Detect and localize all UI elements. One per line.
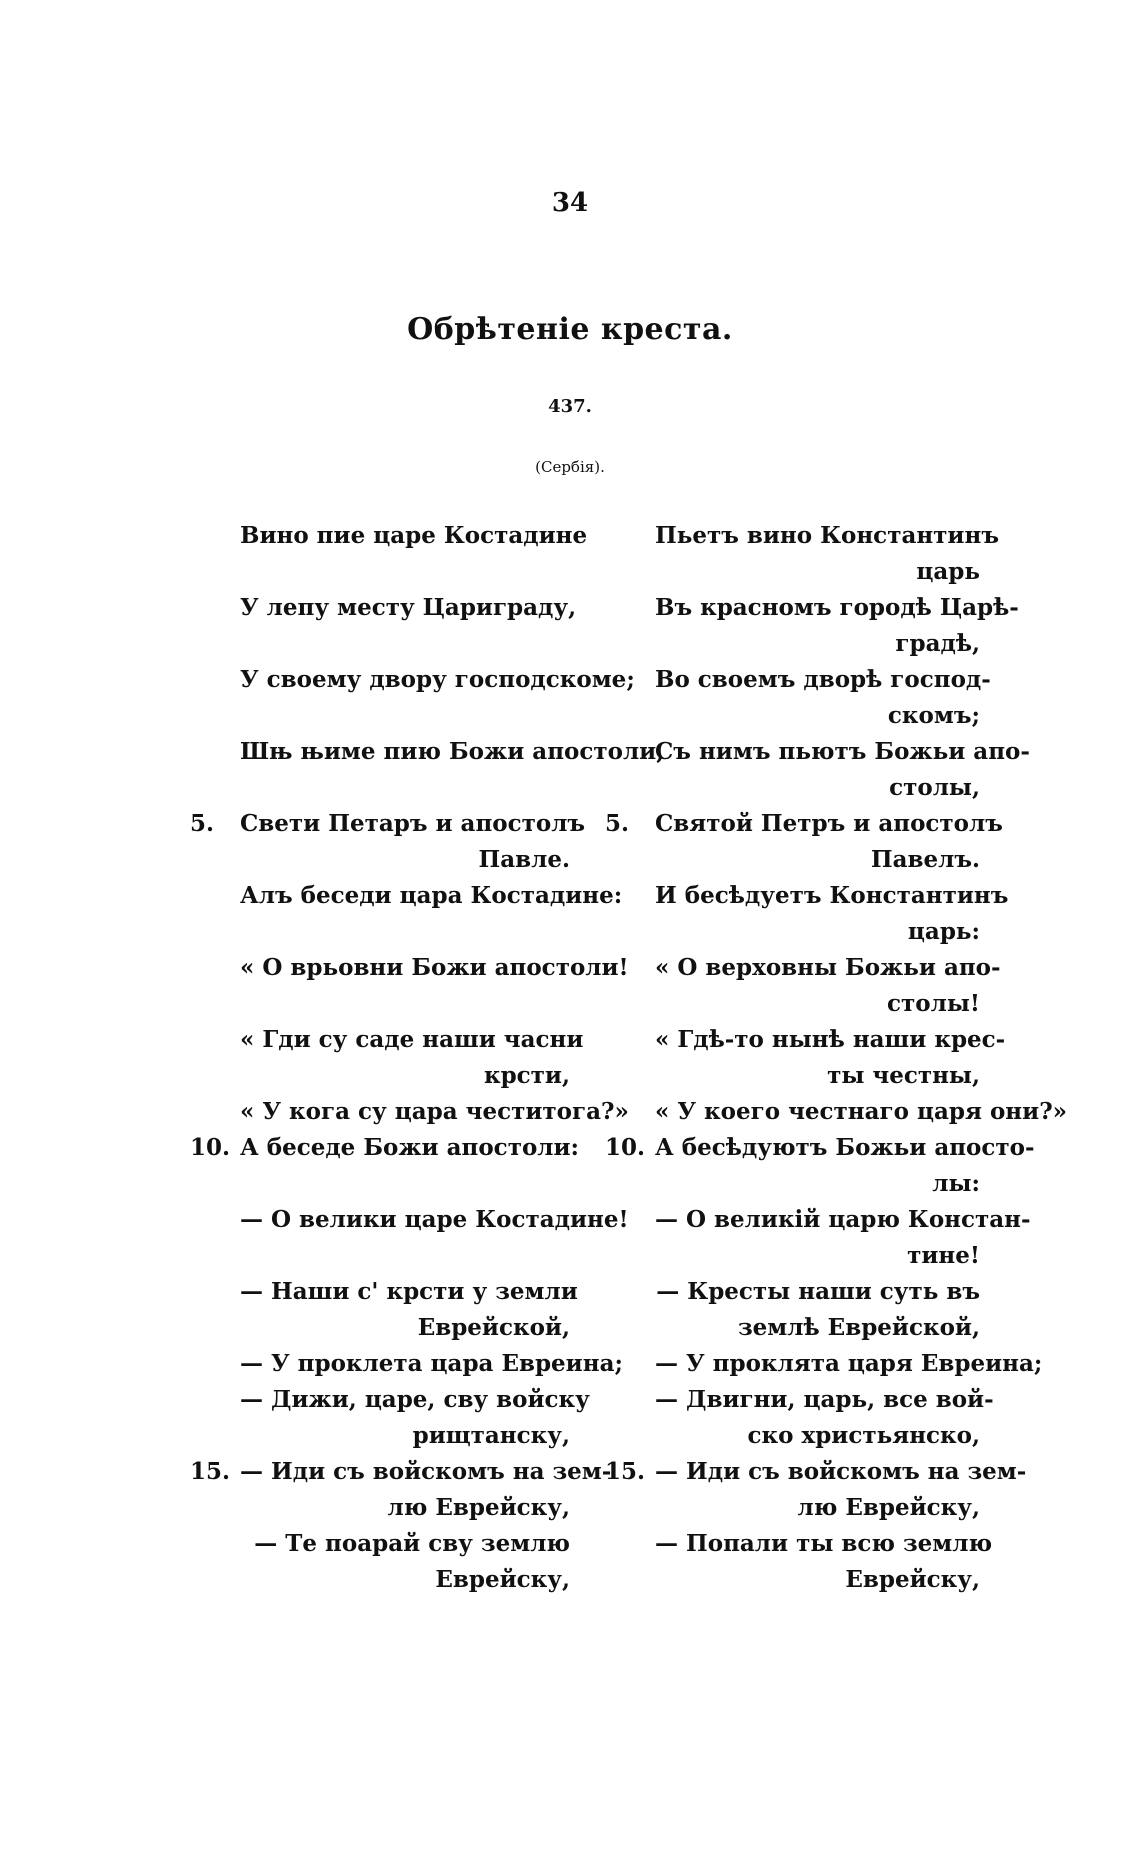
- verse-line: [190, 1526, 570, 1562]
- verse-text: — Наши с' крсти у земли: [240, 1278, 578, 1305]
- verse-text: — Те поарай сву землю: [254, 1530, 570, 1557]
- verse-number: 15.: [190, 1458, 231, 1485]
- verse-number: 5.: [190, 810, 215, 837]
- verse-number: 15.: [605, 1458, 646, 1485]
- verse-line: [190, 1058, 570, 1094]
- verse-line: [190, 1130, 580, 1166]
- source-note: (Сербія).: [535, 458, 605, 476]
- verse-text: Еврейску,: [435, 1566, 570, 1593]
- verse-line: [605, 1346, 1043, 1382]
- verse-text: лы:: [932, 1170, 980, 1197]
- verse-line: [190, 1094, 629, 1130]
- verse-line: [190, 590, 577, 626]
- verse-text: Святой Петръ и апостолъ: [655, 810, 1003, 837]
- verse-line: [190, 1202, 629, 1238]
- verse-line: [190, 1490, 570, 1526]
- verse-text: — О великій царю Констан-: [655, 1206, 1031, 1233]
- verse-line: [190, 842, 570, 878]
- verse-text: Еврейской,: [417, 1314, 570, 1341]
- verse-line: [190, 518, 588, 554]
- verse-text: Еврейску,: [845, 1566, 980, 1593]
- verse-line: [190, 806, 586, 842]
- verse-text: — У проклята царя Евреина;: [655, 1350, 1043, 1377]
- verse-text: « Гди су саде наши часни: [240, 1026, 584, 1053]
- song-number: 437.: [548, 396, 592, 417]
- verse-text: — У проклета цара Евреина;: [240, 1350, 623, 1377]
- verse-line: [605, 1238, 980, 1274]
- verse-line: [605, 770, 980, 806]
- verse-line: [605, 662, 991, 698]
- verse-line: [190, 1454, 612, 1490]
- verse-line: [605, 1166, 980, 1202]
- verse-line: [605, 698, 980, 734]
- verse-text: У лепу месту Цариграду,: [240, 594, 577, 621]
- verse-line: [190, 1418, 570, 1454]
- verse-text: Свети Петаръ и апостолъ: [240, 810, 586, 837]
- verse-text: Съ нимъ пьютъ Божьи апо-: [655, 738, 1030, 765]
- verse-text: Алъ беседи цара Костадине:: [240, 882, 623, 909]
- verse-line: [605, 518, 999, 554]
- verse-line: [605, 950, 1001, 986]
- verse-line: [605, 1058, 980, 1094]
- verse-text: лю Еврейску,: [387, 1494, 570, 1521]
- verse-text: тине!: [907, 1242, 980, 1269]
- verse-text: царь:: [907, 918, 980, 945]
- verse-line: [190, 1022, 584, 1058]
- verse-text: А бесѣдуютъ Божьи апосто-: [655, 1134, 1035, 1161]
- verse-line: [605, 1310, 980, 1346]
- verse-line: [605, 1418, 980, 1454]
- poem-title: Обрѣтеніе креста.: [407, 312, 733, 347]
- verse-line: [190, 950, 629, 986]
- verse-text: столы,: [889, 774, 980, 801]
- verse-line: [190, 1382, 590, 1418]
- verse-number: 10.: [605, 1134, 646, 1161]
- verse-text: « О верховны Божьи апо-: [655, 954, 1001, 981]
- verse-text: — Попали ты всю землю: [655, 1530, 993, 1557]
- verse-line: [605, 734, 1030, 770]
- verse-text: царь: [916, 558, 980, 585]
- verse-line: [605, 554, 980, 590]
- verse-text: лю Еврейску,: [797, 1494, 980, 1521]
- verse-text: крсти,: [483, 1062, 570, 1089]
- verse-line: [605, 1130, 1035, 1166]
- verse-text: — Иди съ войскомъ на зем-: [240, 1458, 612, 1485]
- verse-line: [605, 590, 1019, 626]
- verse-text: — Кресты наши суть въ: [656, 1278, 980, 1305]
- page-number: 34: [551, 188, 589, 218]
- verse-line: [605, 1094, 1068, 1130]
- verse-line: [190, 734, 665, 770]
- verse-text: столы!: [887, 990, 980, 1017]
- verse-text: — Дижи, царе, сву войску: [240, 1386, 590, 1413]
- verse-line: [605, 1274, 980, 1310]
- verse-text: У своему двору господскоме;: [240, 666, 635, 693]
- verse-number: 10.: [190, 1134, 231, 1161]
- verse-line: [605, 1490, 980, 1526]
- verse-text: рищтанску,: [412, 1422, 570, 1449]
- verse-line: [605, 878, 1009, 914]
- verse-text: Павле.: [478, 846, 570, 873]
- verse-text: — О велики царе Костадине!: [240, 1206, 629, 1233]
- verse-text: — Иди съ войскомъ на зем-: [655, 1458, 1027, 1485]
- verse-line: [605, 1382, 994, 1418]
- verse-text: скомъ;: [887, 702, 980, 729]
- verse-text: Вино пие царе Костадине: [240, 522, 588, 549]
- verse-text: градѣ,: [895, 630, 980, 657]
- verse-line: [190, 1310, 570, 1346]
- verse-line: [605, 986, 980, 1022]
- verse-text: Пьетъ вино Константинъ: [655, 522, 999, 549]
- verse-line: [190, 878, 623, 914]
- verse-text: А беседе Божи апостоли:: [240, 1134, 580, 1161]
- verse-line: [605, 626, 980, 662]
- verse-number: 5.: [605, 810, 630, 837]
- verse-text: « О врьовни Божи апостоли!: [240, 954, 629, 981]
- verse-line: [190, 1346, 623, 1382]
- verse-text: Въ красномъ городѣ Царѣ-: [655, 594, 1019, 621]
- verse-line: [605, 1022, 1006, 1058]
- verse-text: Шњ њиме пию Божи апостоли,: [240, 738, 665, 765]
- verse-text: « У коего честнаго царя они?»: [655, 1098, 1068, 1125]
- verse-line: [605, 1202, 1031, 1238]
- verse-line: [190, 1274, 578, 1310]
- verse-text: Павелъ.: [870, 846, 980, 873]
- verse-text: ты честны,: [827, 1062, 980, 1089]
- verse-line: [605, 914, 980, 950]
- verse-line: [605, 1454, 1027, 1490]
- verse-line: [190, 662, 635, 698]
- verse-line: [605, 1526, 993, 1562]
- verse-text: ско христьянско,: [747, 1422, 980, 1449]
- verse-line: [190, 1562, 570, 1598]
- verse-text: — Двигни, царь, все вой-: [655, 1386, 994, 1413]
- verse-text: « Гдѣ-то нынѣ наши крес-: [655, 1026, 1006, 1053]
- verse-line: [605, 806, 1003, 842]
- verse-line: [605, 1562, 980, 1598]
- verse-text: землѣ Еврейской,: [738, 1314, 980, 1341]
- verse-line: [605, 842, 980, 878]
- verse-text: И бесѣдуетъ Константинъ: [655, 882, 1009, 909]
- verse-text: Во своемъ дворѣ господ-: [655, 666, 991, 693]
- verse-text: « У кога су цара честитога?»: [240, 1098, 629, 1125]
